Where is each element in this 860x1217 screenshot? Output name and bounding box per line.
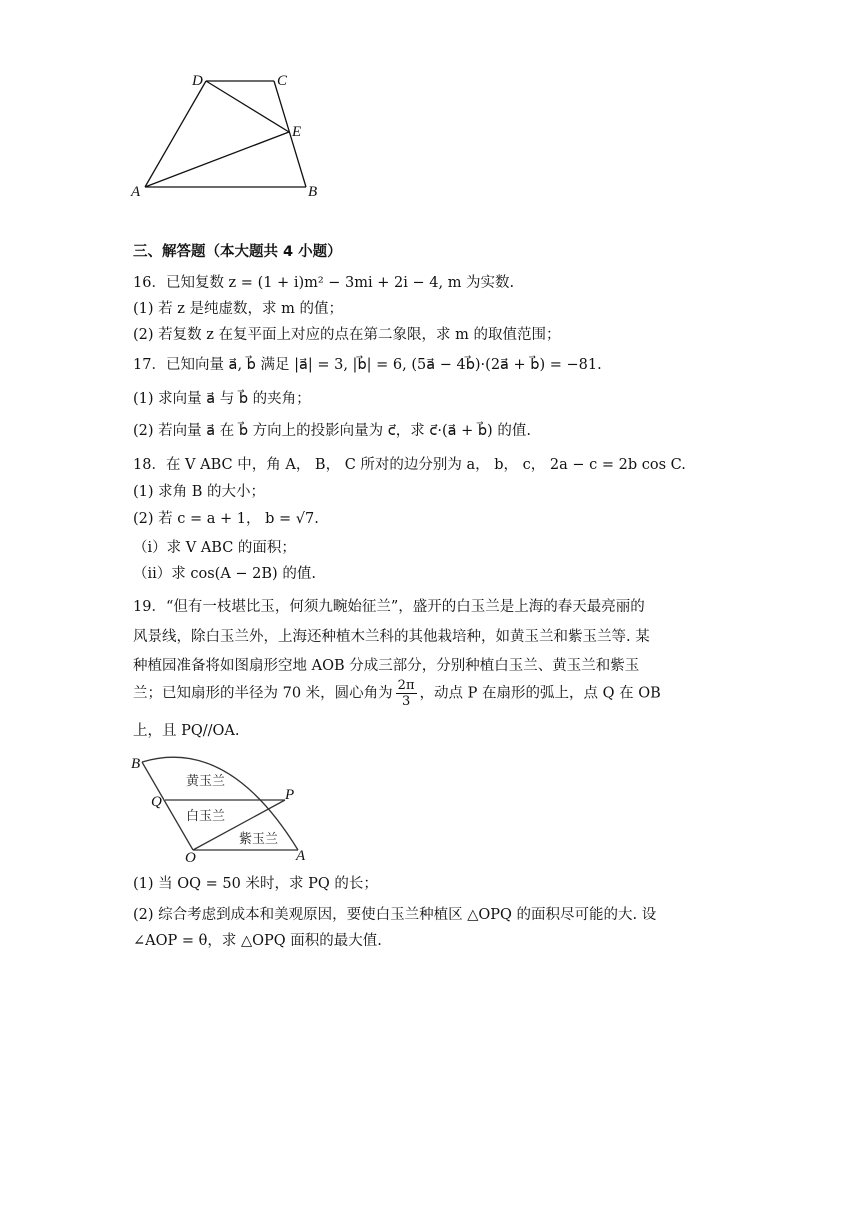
q18-stem: 18．在 V ABC 中，角 A， B， C 所对的边分别为 a， b， c， 2a − c = 2b cos C. (133, 457, 686, 473)
label-B2: B (131, 756, 141, 772)
label-C: C (277, 73, 288, 89)
label-D: D (192, 73, 203, 89)
label-B: B (308, 184, 318, 200)
q18-part2: (2) 若 c = a + 1， b = √7. (133, 511, 319, 527)
region-yellow: 黄玉兰 (186, 774, 226, 789)
label-E: E (292, 124, 302, 140)
q19-line2: 风景线，除白玉兰外，上海还种植木兰科的其他栽培种，如黄玉兰和紫玉兰等. 某 (133, 629, 650, 645)
label-O: O (185, 850, 196, 866)
q19-part2-cont: ∠AOP = θ，求 △OPQ 面积的最大值. (133, 933, 382, 949)
q17-part2: (2) 若向量 a⃗ 在 b⃗ 方向上的投影向量为 c⃗，求 c⃗·(a⃗ + b⃗) 的值. (133, 423, 531, 439)
q16-part1: (1) 若 z 是纯虚数，求 m 的值； (133, 301, 343, 317)
q19-part1: (1) 当 OQ = 50 米时，求 PQ 的长； (133, 876, 378, 892)
trapezoid-figure (125, 65, 335, 205)
q19-line4 (133, 678, 661, 709)
q16-stem: 16．已知复数 z = (1 + i)m² − 3mi + 2i − 4, m 为实数. (133, 275, 515, 291)
region-purple: 紫玉兰 (239, 832, 279, 847)
sector-figure (128, 746, 318, 866)
q18-part2-ii: （ⅱ）求 cos(A − 2B) 的值. (133, 566, 316, 582)
q19-line4-b: ，动点 P 在扇形的弧上，点 Q 在 OB (419, 685, 661, 702)
label-A2: A (296, 848, 306, 864)
label-A: A (131, 184, 141, 200)
q18-part1: (1) 求角 B 的大小； (133, 484, 266, 500)
fraction-num: 2π (397, 678, 415, 693)
q19-line5: 上，且 PQ//OA. (133, 723, 240, 739)
q18-part2-i: （ⅰ）求 V ABC 的面积； (133, 540, 296, 556)
label-P: P (285, 787, 295, 803)
q17-stem: 17．已知向量 a⃗, b⃗ 满足 |a⃗| = 3, |b⃗| = 6, (5a⃗ − 4b⃗)·(2a⃗ + b⃗) = −81. (133, 357, 602, 373)
q19-line1: 19．“但有一枝堪比玉，何须九畹始征兰”，盛开的白玉兰是上海的春天最亮丽的 (133, 599, 645, 615)
fraction-angle (396, 678, 417, 709)
q19-line3: 种植园准备将如图扇形空地 AOB 分成三部分，分别种植白玉兰、黄玉兰和紫玉 (133, 658, 640, 674)
q19-part2: (2) 综合考虑到成本和美观原因，要使白玉兰种植区 △OPQ 的面积尽可能的大. 设 (133, 907, 657, 923)
region-white: 白玉兰 (186, 809, 226, 824)
label-Q: Q (151, 794, 162, 810)
fraction-den: 3 (401, 694, 411, 709)
section-title: 三、解答题（本大题共 4 小题） (133, 244, 342, 260)
q17-part1: (1) 求向量 a⃗ 与 b⃗ 的夹角； (133, 391, 311, 407)
q16-part2: (2) 若复数 z 在复平面上对应的点在第二象限，求 m 的取值范围； (133, 327, 561, 343)
q19-line4-a: 兰；已知扇形的半径为 70 米，圆心角为 (133, 685, 393, 702)
